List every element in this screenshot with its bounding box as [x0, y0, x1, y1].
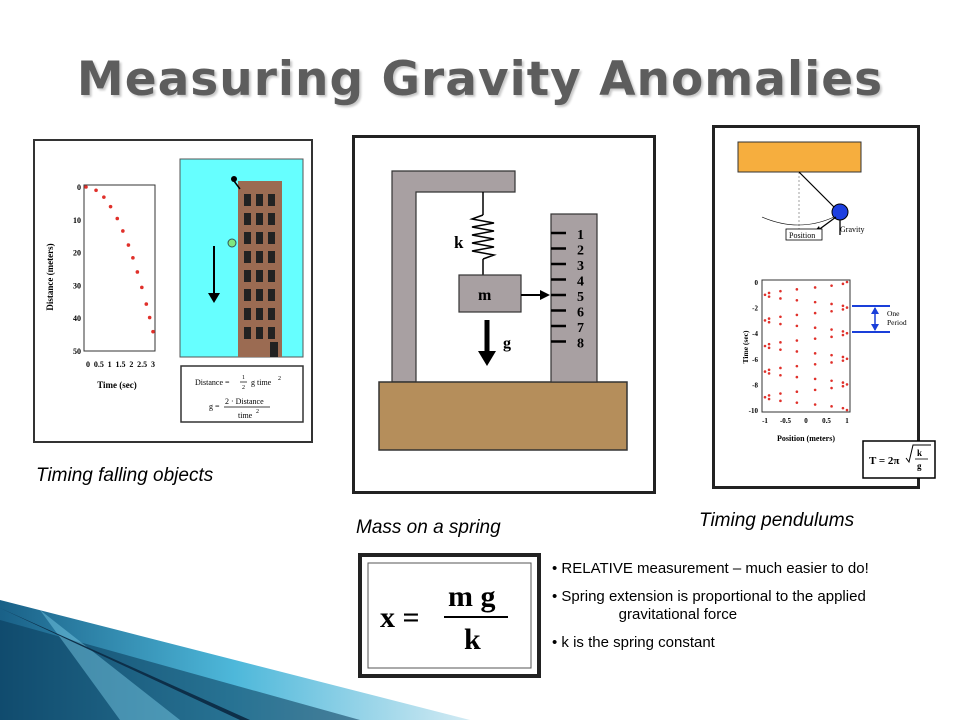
pend-data-point	[842, 385, 845, 388]
building-window	[268, 327, 275, 339]
pend-data-point	[779, 367, 782, 370]
pend-data-point	[796, 288, 799, 291]
pend-data-point	[779, 374, 782, 377]
pend-data-point	[796, 339, 799, 342]
pend-ytick: 0	[754, 279, 758, 287]
fall-data-point	[136, 270, 140, 274]
pend-data-point	[830, 354, 833, 357]
pend-data-point	[764, 294, 767, 297]
fall-data-point	[145, 302, 149, 306]
fall-ytick: 0	[77, 183, 81, 192]
building	[238, 181, 282, 357]
caption-falling: Timing falling objects	[36, 465, 214, 486]
building-window	[268, 270, 275, 282]
fall-data-point	[140, 286, 144, 290]
corner-decoration	[0, 600, 560, 720]
pend-data-point	[830, 310, 833, 313]
pend-data-point	[814, 378, 817, 381]
pend-data-point	[779, 297, 782, 300]
pend-data-point	[846, 281, 849, 284]
fall-xlabel: Time (sec)	[97, 380, 137, 390]
fall-ytick: 50	[73, 347, 81, 356]
bullet-list	[552, 560, 952, 662]
pend-data-point	[842, 381, 845, 384]
svg-text:g: g	[917, 461, 922, 471]
pend-data-point	[830, 284, 833, 287]
caption-spring: Mass on a spring	[356, 517, 501, 538]
pend-data-point	[846, 358, 849, 361]
pend-data-point	[779, 348, 782, 351]
pend-data-point	[846, 383, 849, 386]
building-window	[256, 213, 263, 225]
pend-data-point	[779, 400, 782, 403]
fall-xtick: 2	[129, 360, 134, 369]
svg-text:time: time	[238, 411, 253, 420]
pend-data-point	[768, 295, 771, 298]
building-window	[244, 289, 251, 301]
svg-text:2: 2	[278, 376, 281, 382]
falling-ball-icon	[228, 239, 236, 247]
fall-ytick: 10	[73, 215, 81, 225]
fall-data-point	[151, 330, 155, 334]
svg-text:2: 2	[256, 409, 259, 415]
pend-data-point	[779, 323, 782, 326]
pend-data-point	[768, 317, 771, 320]
scale-number: 3	[577, 259, 584, 274]
pend-data-point	[796, 350, 799, 353]
fall-xtick: 1.5	[115, 360, 126, 369]
pend-data-point	[779, 315, 782, 318]
pend-data-point	[830, 328, 833, 331]
mass-label: m	[478, 287, 492, 304]
fall-data-point	[94, 188, 98, 192]
formula-numerator: m g	[448, 580, 496, 613]
svg-text:2: 2	[242, 385, 245, 391]
pend-data-point	[842, 283, 845, 286]
pendulum-figure	[712, 125, 942, 490]
pend-ytick: -4	[752, 330, 758, 339]
pend-data-point	[779, 341, 782, 344]
pend-data-point	[842, 334, 845, 337]
formula-distance: Distance =	[195, 378, 230, 387]
pend-data-point	[796, 299, 799, 302]
building-window	[268, 289, 275, 301]
scale-number: 7	[577, 321, 584, 336]
period-formula: T = 2π	[869, 455, 900, 467]
pend-xtick: 0	[804, 417, 808, 425]
fall-data-point	[121, 229, 125, 233]
fall-ytick: 20	[73, 248, 81, 258]
pend-data-point	[814, 326, 817, 329]
pend-ytick: -6	[752, 355, 758, 364]
fall-xtick: 3	[151, 360, 155, 369]
bullet-spring-constant: • k is the spring constant	[552, 634, 715, 651]
position-label: Position	[789, 231, 816, 240]
fall-data-point	[131, 256, 135, 260]
formula-g: g =	[209, 402, 220, 411]
building-window	[256, 232, 263, 244]
pend-data-point	[830, 405, 833, 408]
fall-ylabel: Distance (meters)	[45, 243, 55, 311]
fall-xtick: 1	[107, 360, 112, 369]
building-window	[256, 289, 263, 301]
falling-objects-figure	[33, 139, 313, 443]
building-window	[256, 194, 263, 206]
building-window	[256, 270, 263, 282]
one-period-label: One Period	[887, 309, 907, 327]
pend-data-point	[814, 389, 817, 392]
pend-data-point	[814, 301, 817, 304]
pend-data-point	[830, 336, 833, 339]
pend-ytick: -10	[748, 407, 758, 415]
fall-xtick: 0.5	[93, 360, 104, 369]
building-window	[268, 213, 275, 225]
scale-number: 6	[577, 305, 584, 321]
scale-number: 8	[577, 336, 584, 352]
pend-xtick: -0.5	[779, 417, 792, 425]
building-window	[244, 232, 251, 244]
building-window	[256, 251, 263, 263]
pend-xtick: 1	[845, 417, 849, 425]
pend-data-point	[764, 319, 767, 322]
fall-ytick: 30	[73, 281, 81, 291]
building-window	[244, 270, 251, 282]
ground-base	[379, 382, 627, 450]
fall-data-point	[148, 316, 152, 320]
pend-data-point	[814, 312, 817, 315]
pend-data-point	[779, 290, 782, 293]
measurement-scale	[551, 214, 597, 382]
pend-data-point	[768, 368, 771, 371]
pend-data-point	[796, 401, 799, 404]
svg-text:2 · Distance: 2 · Distance	[225, 397, 264, 406]
pend-data-point	[842, 330, 845, 333]
scale-number: 2	[577, 243, 584, 259]
pend-data-point	[768, 372, 771, 375]
pend-ytick: -2	[752, 304, 758, 313]
bullet-spring-extension: • Spring extension is proportional to the applied gravitational force	[552, 588, 866, 623]
pend-data-point	[842, 359, 845, 362]
pend-data-point	[768, 394, 771, 397]
pend-data-point	[814, 286, 817, 289]
pend-data-point	[768, 321, 771, 324]
formula-lhs: x =	[380, 601, 420, 634]
fall-data-point	[102, 195, 106, 199]
scale-number: 4	[577, 274, 584, 290]
building-window	[268, 251, 275, 263]
pend-data-point	[779, 392, 782, 395]
fall-xtick: 0	[86, 360, 90, 369]
fall-data-point	[84, 185, 88, 189]
pend-data-point	[768, 398, 771, 401]
svg-text:g time: g time	[251, 378, 272, 387]
pend-data-point	[842, 308, 845, 311]
gravity-label: g	[503, 335, 511, 352]
building-window	[256, 308, 263, 320]
fall-data-point	[127, 243, 131, 247]
formula-denominator: k	[464, 623, 481, 656]
fall-xtick: 2.5	[137, 360, 148, 369]
scale-number: 1	[577, 228, 584, 243]
pend-xtick: 0.5	[822, 417, 831, 425]
building-window	[244, 213, 251, 225]
pend-data-point	[768, 343, 771, 346]
building-window	[244, 327, 251, 339]
pend-data-point	[814, 403, 817, 406]
pend-data-point	[814, 337, 817, 340]
pendulum-ceiling	[738, 142, 861, 172]
pend-data-point	[830, 387, 833, 390]
pend-data-point	[846, 306, 849, 309]
fall-data-point	[109, 205, 113, 209]
pend-ylabel: Time (sec)	[741, 330, 750, 364]
fall-ytick: 40	[73, 314, 81, 324]
pend-data-point	[764, 345, 767, 348]
pend-data-point	[764, 396, 767, 399]
pend-xtick: -1	[762, 417, 768, 425]
pend-data-point	[846, 332, 849, 335]
building-window	[268, 232, 275, 244]
gravity-text: Gravity	[840, 225, 865, 234]
scale-number: 5	[577, 290, 584, 305]
pend-data-point	[830, 303, 833, 306]
pend-data-point	[768, 292, 771, 295]
building-window	[244, 308, 251, 320]
pend-data-point	[796, 376, 799, 379]
pend-ytick: -8	[752, 381, 758, 390]
pend-xlabel: Position (meters)	[777, 434, 835, 443]
caption-pendulums: Timing pendulums	[699, 510, 855, 531]
pend-data-point	[796, 390, 799, 393]
building-window	[268, 308, 275, 320]
spring-figure	[352, 135, 656, 494]
building-window	[268, 194, 275, 206]
slide-title: Measuring Gravity Anomalies	[76, 52, 884, 107]
pend-data-point	[796, 314, 799, 317]
pend-data-point	[768, 347, 771, 350]
building-window	[244, 194, 251, 206]
bullet-relative: • RELATIVE measurement – much easier to do!	[552, 560, 869, 577]
pend-data-point	[796, 325, 799, 328]
pend-data-point	[764, 370, 767, 373]
pend-data-point	[830, 379, 833, 382]
pend-data-point	[846, 409, 849, 412]
pend-data-point	[814, 352, 817, 355]
fall-data-point	[115, 217, 119, 221]
pend-data-point	[796, 365, 799, 368]
pend-data-point	[830, 361, 833, 364]
pend-data-point	[842, 304, 845, 307]
building-window	[256, 327, 263, 339]
building-window	[244, 251, 251, 263]
pend-data-point	[814, 363, 817, 366]
svg-text:1: 1	[242, 375, 245, 381]
pend-data-point	[842, 356, 845, 359]
pend-data-point	[842, 407, 845, 410]
spring-constant-label: k	[454, 233, 464, 252]
svg-text:k: k	[917, 448, 923, 458]
